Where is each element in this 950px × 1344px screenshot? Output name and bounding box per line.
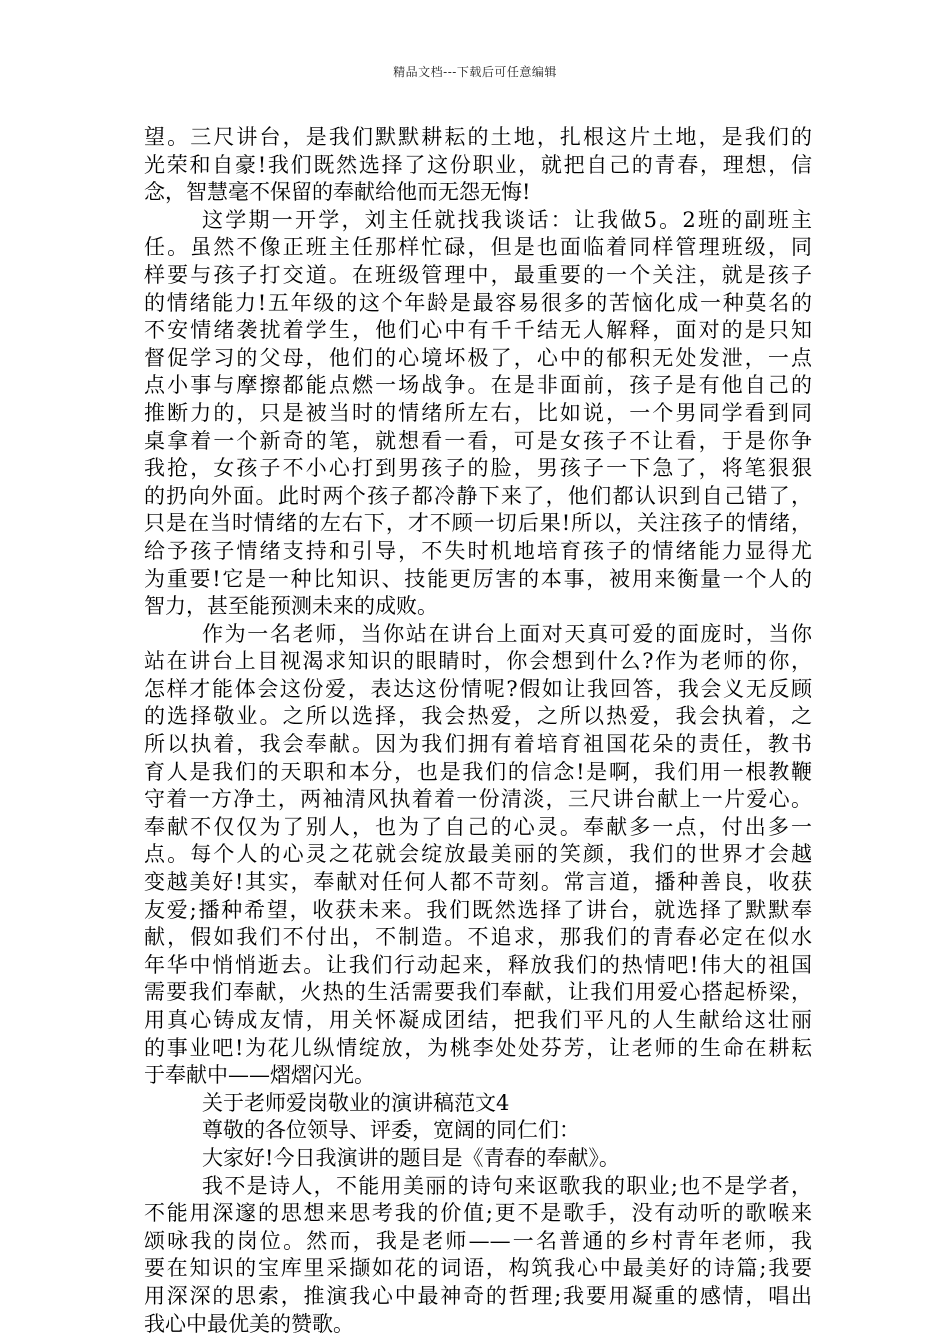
text-line: 友爱;播种希望，收获未来。我们既然选择了讲台，就选择了默默奉 [144,897,812,922]
text-line: 点小事与摩擦都能点燃一场战争。在是非面前，孩子是有他自己的 [144,373,812,398]
text-line: 念，智慧毫不保留的奉献给他而无怨无悔! [144,180,531,205]
text-line: 我不是诗人，不能用美丽的诗句来讴歌我的职业;也不是学者， [202,1173,812,1198]
text-line: 奉献不仅仅为了别人，也为了自己的心灵。奉献多一点，付出多一 [144,814,812,839]
text-line: 我心中最优美的赞歌。 [144,1311,354,1336]
text-line: 的扔向外面。此时两个孩子都冷静下来了，他们都认识到自己错了， [144,483,812,508]
text-line: 需要我们奉献，火热的生活需要我们奉献，让我们用爱心搭起桥梁， [144,980,812,1005]
text-line: 智力，甚至能预测未来的成败。 [144,594,438,619]
text-line: 桌拿着一个新奇的笔，就想看一看，可是女孩子不让看，于是你争 [144,428,812,453]
text-line: 关于老师爱岗敬业的演讲稿范文4 [202,1090,510,1115]
text-line: 用真心铸成友情，用关怀凝成团结，把我们平凡的人生献给这壮丽 [144,1008,812,1032]
text-line: 只是在当时情绪的左右下，才不顾一切后果!所以，关注孩子的情绪， [144,511,812,536]
text-line: 推断力的，只是被当时的情绪所左右，比如说，一个男同学看到同 [144,400,812,425]
text-line: 尊敬的各位领导、评委，宽阔的同仁们： [202,1118,580,1143]
text-line: 所以执着，我会奉献。因为我们拥有着培育祖国花朵的责任，教书 [144,732,812,757]
document-body [144,124,812,1338]
paragraph [144,1173,812,1339]
paragraph [144,1145,812,1173]
text-line: 怎样才能体会这份爱，表达这份情呢?假如让我回答，我会义无反顾 [144,676,812,701]
text-line: 要在知识的宝库里采撷如花的词语，构筑我心中最美好的诗篇;我要 [144,1256,812,1281]
text-line: 年华中悄悄逝去。让我们行动起来，释放我们的热情吧!伟大的祖国 [144,952,812,977]
text-line: 颂咏我的岗位。然而，我是老师——一名普通的乡村青年老师，我 [144,1228,812,1253]
text-line: 变越美好!其实，奉献对任何人都不苛刻。常言道，播种善良，收获 [144,870,812,895]
paragraph [144,621,812,1090]
text-line: 的情绪能力!五年级的这个年龄是最容易很多的苦恼化成一种莫名的 [144,290,812,315]
text-line: 守着一方净土，两袖清风执着着一份清淡，三尺讲台献上一片爱心。 [144,787,812,812]
paragraph [144,1090,812,1118]
paragraph [144,207,812,621]
text-line: 的事业吧!为花儿纵情绽放，为桃李处处芬芳，让老师的生命在耕耘 [144,1035,812,1060]
text-line: 站在讲台上目视渴求知识的眼睛时，你会想到什么?作为老师的你， [144,649,812,674]
header-note: 精品文档---下载后可任意编辑 [393,65,557,79]
text-line: 用深深的思索，推演我心中最神奇的哲理;我要用凝重的感情，唱出 [144,1283,812,1308]
text-line: 我抢，女孩子不小心打到男孩子的脸，男孩子一下急了，将笔狠狠 [144,456,812,481]
text-line: 于奉献中——熠熠闪光。 [144,1063,375,1088]
text-line: 这学期一开学，刘主任就找我谈话：让我做5。2班的副班主 [202,207,812,232]
text-line: 任。虽然不像正班主任那样忙碌，但是也面临着同样管理班级，同 [144,235,812,260]
paragraph [144,124,812,207]
text-line: 育人是我们的天职和本分，也是我们的信念!是啊，我们用一根教鞭 [144,759,812,784]
text-line: 大家好!今日我演讲的题目是《青春的奉献》。 [202,1145,620,1170]
paragraph [144,1117,812,1145]
text-line: 光荣和自豪!我们既然选择了这份职业，就把自己的青春，理想，信 [144,152,812,177]
text-line: 点。每个人的心灵之花就会绽放最美丽的笑颜，我们的世界才会越 [144,842,812,867]
text-line: 望。三尺讲台，是我们默默耕耘的土地，扎根这片土地，是我们的 [144,125,812,149]
text-line: 样要与孩子打交道。在班级管理中，最重要的一个关注，就是孩子 [144,262,812,287]
text-line: 献，假如我们不付出，不制造。不追求，那我们的青春必定在似水 [144,925,812,950]
text-line: 督促学习的父母，他们的心境坏极了，心中的郁积无处发泄，一点 [144,345,812,370]
text-line: 不能用深邃的思想来思考我的价值;更不是歌手，没有动听的歌喉来 [144,1201,812,1226]
text-line: 作为一名老师，当你站在讲台上面对天真可爱的面庞时，当你 [202,621,812,646]
text-line: 为重要!它是一种比知识、技能更厉害的本事，被用来衡量一个人的 [144,566,812,591]
text-line: 的选择敬业。之所以选择，我会热爱，之所以热爱，我会执着，之 [144,704,812,729]
text-line: 不安情绪袭扰着学生，他们心中有千千结无人解释，面对的是只知 [144,318,812,343]
text-line: 给予孩子情绪支持和引导，不失时机地培育孩子的情绪能力显得尤 [144,538,812,563]
